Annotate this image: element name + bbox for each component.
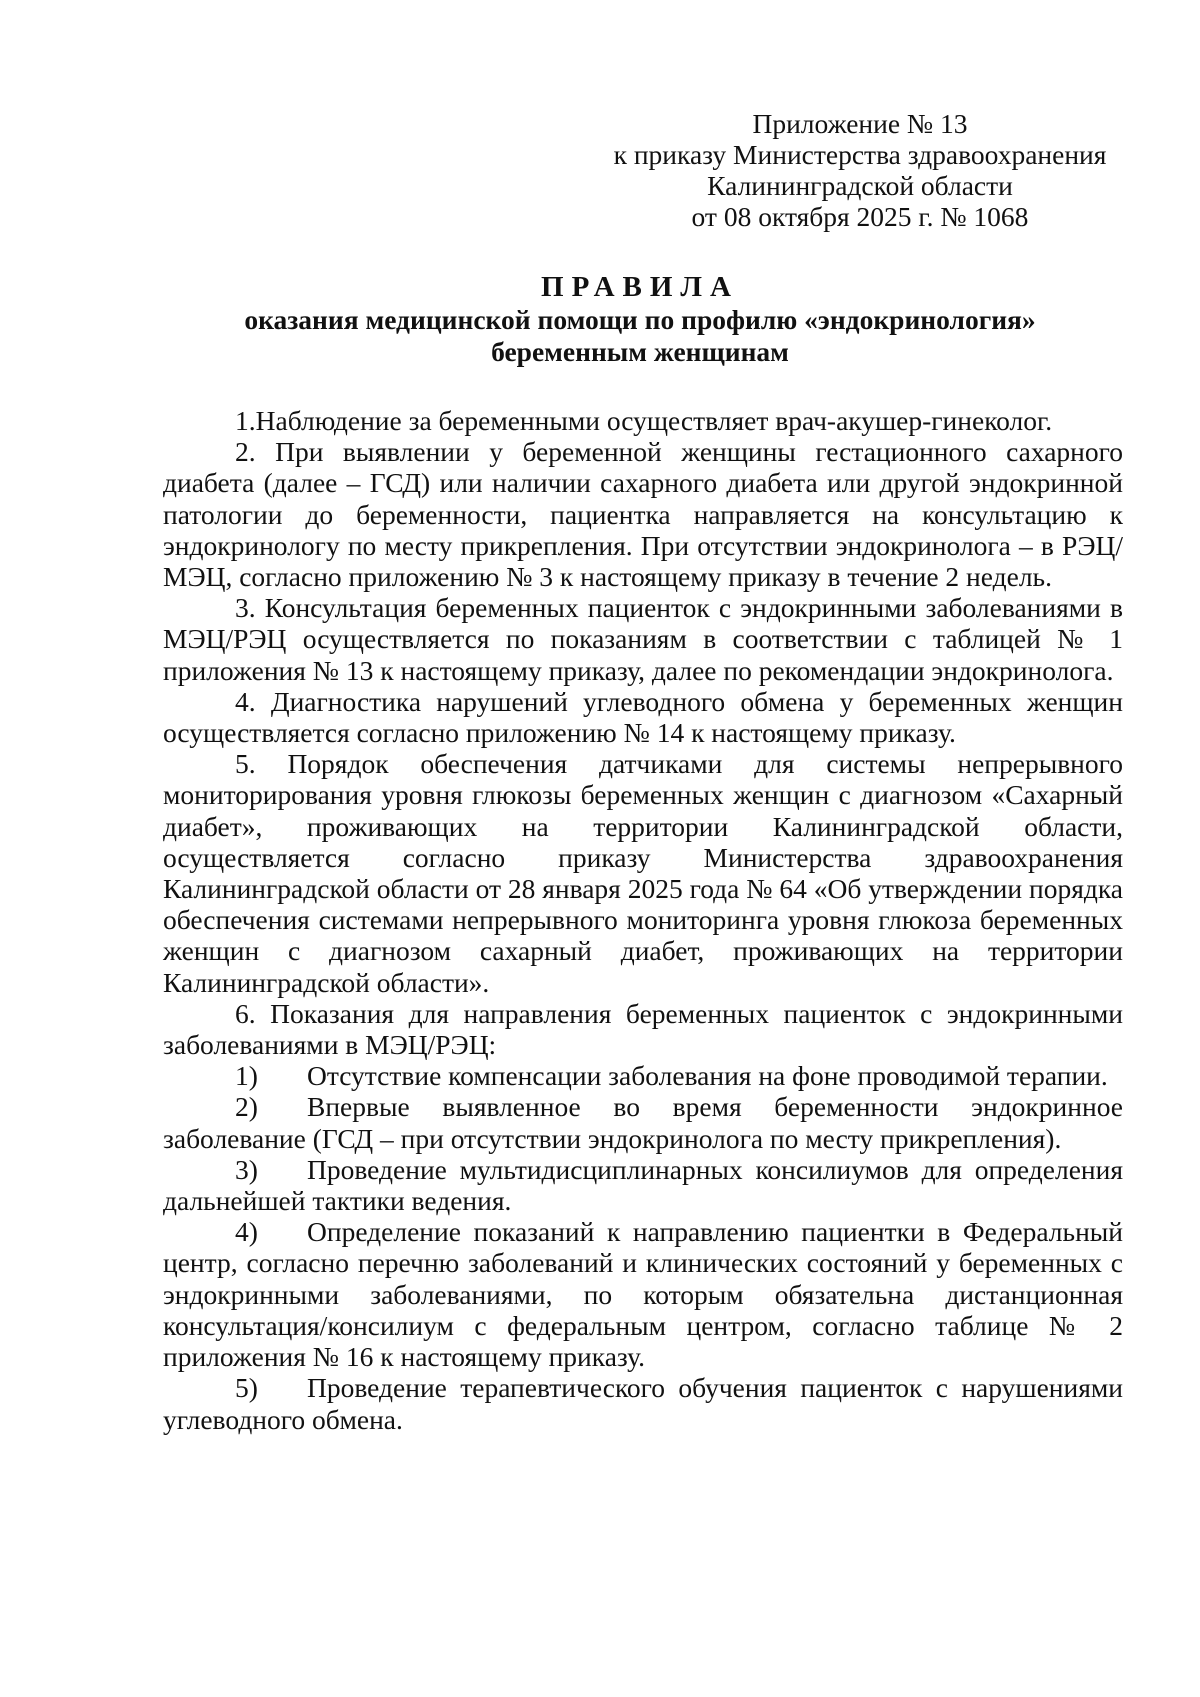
appendix-number: Приложение № 13: [752, 108, 968, 139]
region-name: Калининградской области: [707, 170, 1013, 201]
list-item-text: Проведение терапевтического обучения пациенток с нарушениями углеводного обмена.: [163, 1372, 1123, 1435]
list-item-number: 2): [235, 1091, 258, 1123]
title-main: ПРАВИЛА: [541, 271, 739, 303]
list-item: [163, 1372, 1123, 1434]
list-item: [163, 1091, 1123, 1153]
document-body: [163, 405, 1123, 1435]
title-subtitle-line2: беременным женщинам: [491, 336, 789, 367]
paragraph-4: 4. Диагностика нарушений углеводного обмена у беременных женщин осуществляется согласно приложению № 14 к настоящему приказу.: [163, 685, 1123, 749]
appendix-header: [600, 108, 1120, 232]
list-item-text: Впервые выявленное во время беременности эндокринное заболевание (ГСД – при отсутствии эндокринолога по месту прикрепления).: [163, 1091, 1123, 1154]
list-item-text: Определение показаний к направлению пациентки в Федеральный центр, согласно перечню заболеваний и клинических состояний у беременных с эндокринными заболеваниями, по которым обязательна дистанционная консультация/консилиум с федеральным центром, согласно таблице № 2 приложения № 16 к настоящему приказу.: [163, 1216, 1123, 1373]
list-item-number: 3): [235, 1153, 258, 1185]
paragraph-2: 2. При выявлении у беременной женщины гестационного сахарного диабета (далее – ГСД) или наличии сахарного диабета или другой эндокринной патологии до беременности, пациентка направляется на консультацию к эндокринологу по месту прикрепления. При отсутствии эндокринолога – в РЭЦ/МЭЦ, согласно приложению № 3 к настоящему приказу в течение 2 недель.: [163, 436, 1123, 593]
list-item-text: Проведение мультидисциплинарных консилиумов для определения дальнейшей тактики ведения.: [163, 1153, 1123, 1217]
paragraph-5: 5. Порядок обеспечения датчиками для системы непрерывного мониторирования уровня глюкозы беременных женщин с диагнозом «Сахарный диабет», проживающих на территории Калининградской области, осуществляется согласно приказу Министерства здравоохранения Калининградской области от 28 января 2025 года № 64 «Об утверждении порядка обеспечения системами непрерывного мониторинга уровня глюкоза беременных женщин с диагнозом сахарный диабет, проживающих на территории Калининградской области».: [163, 748, 1123, 998]
list-item: [163, 1216, 1123, 1372]
list-item-number: 1): [235, 1060, 258, 1092]
order-date-number: от 08 октября 2025 г. № 1068: [691, 201, 1029, 232]
paragraph-3: 3. Консультация беременных пациенток с эндокринными заболеваниями в МЭЦ/РЭЦ осуществляется по показаниям в соответствии с таблицей № 1 приложения № 13 к настоящему приказу, далее по рекомендации эндокринолога.: [163, 592, 1123, 686]
paragraph-6: 6. Показания для направления беременных пациенток с эндокринными заболеваниями в МЭЦ/РЭЦ:: [163, 997, 1123, 1061]
list-item: [163, 1060, 1123, 1091]
list-item-text: Отсутствие компенсации заболевания на фоне проводимой терапии.: [307, 1060, 1108, 1092]
list-item-number: 4): [235, 1216, 258, 1248]
list-item: [163, 1154, 1123, 1216]
paragraph-1: 1.Наблюдение за беременными осуществляет врач-акушер-гинеколог.: [235, 405, 1053, 436]
title-subtitle-line1: оказания медицинской помощи по профилю «эндокринология»: [244, 304, 1036, 335]
order-reference: к приказу Министерства здравоохранения: [613, 139, 1107, 170]
document-title: [160, 270, 1120, 368]
list-item-number: 5): [235, 1372, 258, 1404]
